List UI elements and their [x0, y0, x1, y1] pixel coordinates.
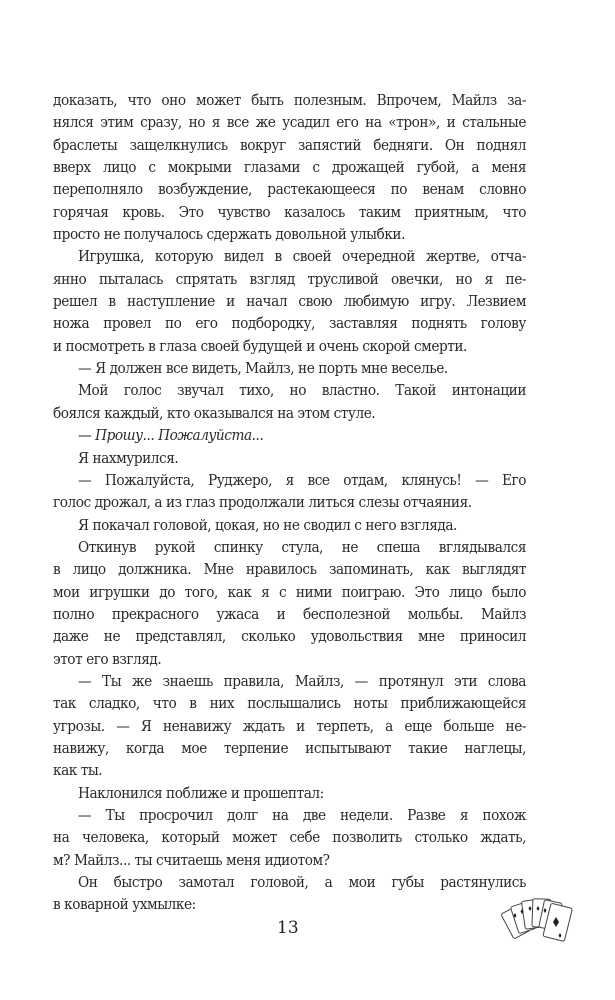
text-line: в лицо должника. Мне нравилось запоминать, как выглядят	[53, 560, 526, 579]
text-line: угрозы. — Я ненавижу ждать и терпеть, а еще больше не-	[53, 716, 526, 735]
text-line: — Я должен все видеть, Майлз, не порть мне веселье.	[78, 359, 448, 378]
text-line: Наклонился поближе и прошептал:	[78, 783, 324, 802]
text-line: даже не представлял, сколько удовольствия мне приносил	[53, 627, 526, 646]
text-line: навижу, когда мое терпение испытывают такие наглецы,	[53, 738, 526, 757]
text-line: горячая кровь. Это чувство казалось таким приятным, что	[53, 202, 526, 221]
text-line: так сладко, что в них послышались ноты приближающейся	[53, 694, 526, 713]
text-line: Он быстро замотал головой, а мои губы растянулись	[78, 873, 526, 892]
text-line: Игрушка, которую видел в своей очередной жертве, отча-	[78, 247, 526, 266]
text-line: Откинув рукой спинку стула, не спеша вглядывался	[78, 537, 526, 556]
playing-cards-icon	[500, 893, 580, 953]
text-line: — Ты просрочил долг на две недели. Разве я похож	[78, 806, 526, 824]
text-line: нялся этим сразу, но я все же усадил его на «трон», и стальные	[53, 113, 526, 132]
page-number: 13	[277, 918, 299, 938]
text-line: голос дрожал, а из глаз продолжали литься слезы отчаяния.	[53, 493, 472, 512]
page-body	[53, 89, 526, 916]
text-line: ножа провел по его подбородку, заставляя поднять голову	[53, 314, 526, 333]
text-line: как ты.	[53, 761, 103, 780]
text-line: — Ты же знаешь правила, Майлз, — протянул эти слова	[78, 671, 526, 690]
text-line: переполняло возбуждение, растекающееся по венам словно	[53, 180, 526, 199]
text-line: Я нахмурился.	[78, 448, 179, 467]
text-line: мои игрушки до того, как я с ними поиграю. Это лицо было	[53, 582, 526, 601]
text-line: — Пожалуйста, Руджеро, я все отдам, клянусь! — Его	[78, 470, 526, 489]
text-line: доказать, что оно может быть полезным. Впрочем, Майлз за-	[53, 91, 526, 109]
text-line: решел в наступление и начал свою любимую игру. Лезвием	[53, 292, 526, 311]
text-line: на человека, который может себе позволить столько ждать,	[53, 828, 526, 847]
text-line: этот его взгляд.	[53, 649, 162, 668]
text-line: просто не получалось сдержать довольной улыбки.	[53, 225, 405, 244]
text-line: в коварной ухмылке:	[53, 895, 196, 914]
text-line: м? Майлз... ты считаешь меня идиотом?	[53, 850, 330, 869]
text-line: Я покачал головой, цокая, но не сводил с него взгляда.	[78, 515, 457, 534]
text-line: полно прекрасного ужаса и бесполезной мольбы. Майлз	[53, 604, 526, 623]
text-line: — Прошу... Пожалуйста...	[78, 426, 264, 445]
text-line: янно пыталась спрятать взгляд трусливой овечки, но я пе-	[53, 269, 526, 288]
text-line: вверх лицо с мокрыми глазами с дрожащей губой, а меня	[53, 158, 526, 177]
text-line: браслеты защелкнулись вокруг запястий бедняги. Он поднял	[53, 135, 526, 154]
text-line: боялся каждый, кто оказывался на этом стуле.	[53, 403, 376, 422]
text-line: и посмотреть в глаза своей будущей и очень скорой смерти.	[53, 336, 467, 355]
text-line: Мой голос звучал тихо, но властно. Такой интонации	[78, 381, 526, 400]
